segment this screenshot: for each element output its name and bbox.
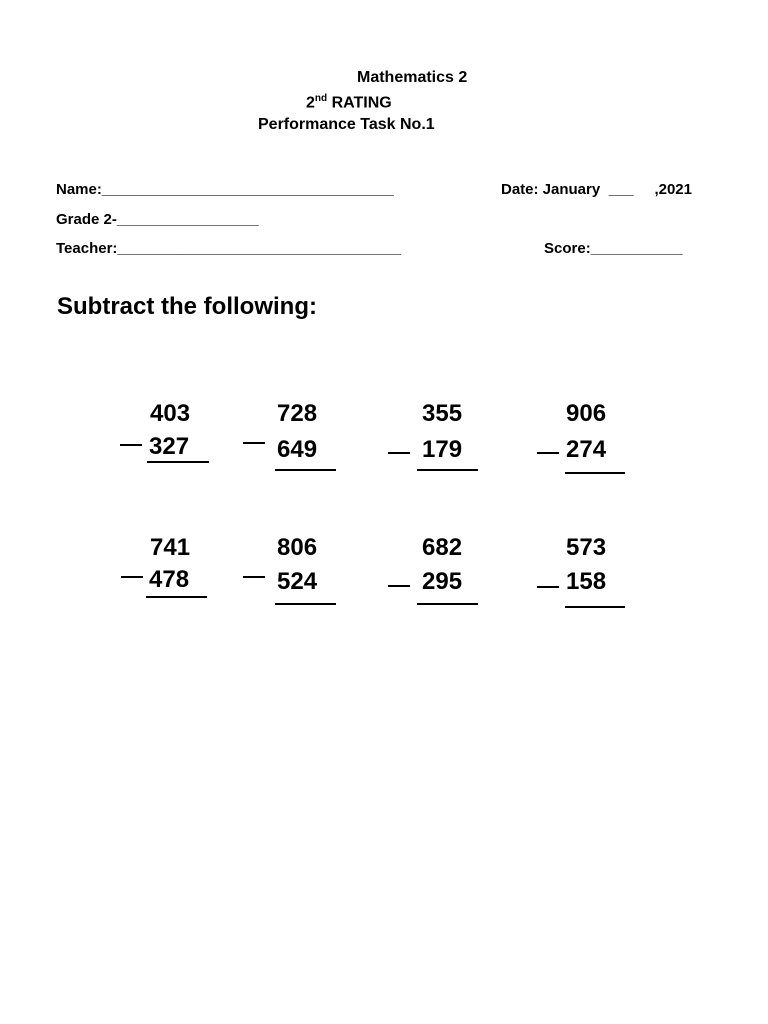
answer-line [417, 603, 478, 605]
answer-line [146, 596, 207, 598]
minus-sign [388, 585, 410, 587]
answer-line [417, 469, 478, 471]
instruction-heading: Subtract the following: [57, 293, 317, 320]
answer-line [565, 472, 625, 474]
subtrahend: 295 [422, 568, 463, 595]
minus-sign [243, 442, 265, 444]
minuend: 355 [422, 400, 463, 427]
subtrahend: 478 [149, 566, 190, 593]
subtrahend: 274 [566, 436, 607, 463]
subtrahend: 524 [277, 568, 318, 595]
minuend: 682 [422, 534, 463, 561]
minuend: 573 [566, 534, 607, 561]
minus-sign [121, 576, 143, 578]
minuend: 403 [150, 400, 191, 427]
date-field [501, 181, 692, 198]
answer-line [565, 606, 625, 608]
minus-sign [388, 452, 410, 454]
date-blank: ___ [608, 181, 634, 198]
score-field: Score:___________ [544, 240, 683, 257]
minus-sign [243, 576, 265, 578]
rating-title [306, 93, 392, 112]
name-field: Name:___________________________________ [56, 181, 394, 198]
teacher-field: Teacher:__________________________________ [56, 240, 402, 257]
minus-sign [537, 586, 559, 588]
grade-field: Grade 2-_________________ [56, 211, 259, 228]
answer-line [147, 461, 209, 463]
answer-line [275, 603, 336, 605]
minus-sign [537, 452, 559, 454]
subtrahend: 649 [277, 436, 318, 463]
minus-sign [120, 444, 142, 446]
subtrahend: 327 [149, 433, 190, 460]
task-title: Performance Task No.1 [258, 116, 435, 133]
rating-word: RATING [331, 94, 392, 112]
minuend: 906 [566, 400, 607, 427]
minuend: 806 [277, 534, 318, 561]
subtrahend: 158 [566, 568, 607, 595]
minuend: 728 [277, 400, 318, 427]
answer-line [275, 469, 336, 471]
rating-suffix: nd [314, 93, 328, 104]
minuend: 741 [150, 534, 191, 561]
subject-title: Mathematics 2 [357, 69, 468, 86]
date-year: ,2021 [654, 181, 692, 198]
date-label: Date: January [501, 181, 601, 198]
subtrahend: 179 [422, 436, 463, 463]
rating-ordinal: 2 [306, 94, 315, 112]
